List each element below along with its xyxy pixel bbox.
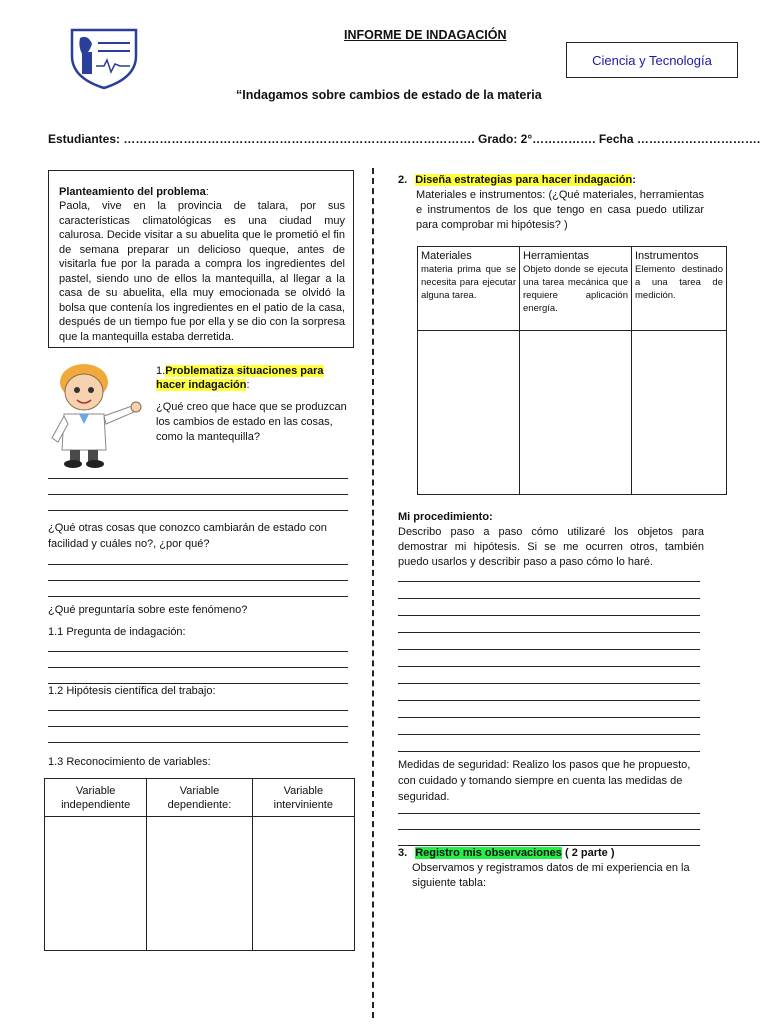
document-title: INFORME DE INDAGACIÓN — [344, 28, 507, 42]
materials-cell[interactable] — [418, 331, 520, 495]
instruments-header: Instrumentos — [635, 250, 699, 262]
variables-cell[interactable] — [252, 817, 354, 951]
table-row — [418, 247, 727, 331]
problem-text: Paola, vive en la provincia de talara, por sus características climatológicas es una ciudad muy calurosa. Decide visitar a su abuelita que le prometió el fin de semana preparar un delicioso queque, antes de visitarla fue por la parada a compra los ingredientes del pastel, siendo uno de ellos la mantequilla, al llegar a la casa de su abuelita, ella muy emocionada se olvidó la bolsa que contenía los ingredientes en el patio de la casa, después de un tiempo fue por ella y se dio con la sorpresa que la mantequilla estaba derretida. — [59, 200, 345, 343]
procedure-heading: Mi procedimiento: — [398, 511, 493, 523]
table-row — [418, 331, 727, 495]
instruments-cell[interactable] — [632, 331, 727, 495]
variables-header-dependent: Variable dependiente: — [147, 779, 252, 817]
answer-line — [398, 829, 700, 830]
section1-question: ¿Qué creo que hace que se produzcan los cambios de estado en las cosas, como la mantequilla? — [156, 401, 347, 443]
answer-line — [398, 700, 700, 701]
answer-line — [398, 751, 700, 752]
answer-line — [48, 478, 348, 479]
materials-description: materia prima que se necesita para ejecutar alguna tarea. — [421, 264, 516, 301]
student-grade-date-line: Estudiantes: ……………………………………………………………………………. Grado: 2°……………. Fecha …………………………. — [48, 132, 761, 146]
answer-line — [398, 649, 700, 650]
procedure-text: Describo paso a paso cómo utilizaré los objetos para demostrar mi hipótesis. Si se me ocurren otros, también puedo usarlos y describir paso a paso cómo lo haré. — [398, 526, 704, 568]
answer-line — [398, 632, 700, 633]
answer-line — [48, 494, 348, 495]
materials-table — [417, 246, 727, 495]
section3-title: Registro mis observaciones — [415, 847, 562, 859]
tools-description: Objeto donde se ejecuta una tarea mecánica que requiere aplicación energía. — [523, 264, 628, 314]
section3-heading: 3. Registro mis observaciones ( 2 parte ) — [398, 847, 615, 859]
answer-line — [48, 651, 348, 652]
answer-line — [398, 734, 700, 735]
tools-cell[interactable] — [520, 331, 632, 495]
subject-box — [566, 42, 738, 78]
variables-label: 1.3 Reconocimiento de variables: — [48, 756, 211, 768]
answer-line — [48, 742, 348, 743]
school-logo — [68, 26, 140, 90]
answer-line — [48, 726, 348, 727]
table-row — [45, 779, 355, 817]
section3-text: Observamos y registramos datos de mi experiencia en la siguiente tabla: — [412, 862, 690, 889]
answer-line — [398, 717, 700, 718]
answer-line — [398, 683, 700, 684]
answer-line — [48, 580, 348, 581]
question-2: ¿Qué otras cosas que conozco cambiarán de estado con facilidad y cuáles no?, ¿por qué? — [48, 522, 327, 550]
variables-cell[interactable] — [147, 817, 252, 951]
variables-cell[interactable] — [45, 817, 147, 951]
answer-line — [48, 667, 348, 668]
tools-header: Herramientas — [523, 250, 590, 262]
section2-heading: 2. Diseña estrategias para hacer indagación: — [398, 174, 636, 186]
safety-text: Medidas de seguridad: Realizo los pasos que he propuesto, con cuidado y tomando siempre en cuenta las medidas de seguridad. — [398, 759, 691, 803]
table-row — [45, 817, 355, 951]
section2-title: Diseña estrategias para hacer indagación — [415, 174, 633, 186]
subject-label: Ciencia y Tecnología — [592, 52, 712, 68]
variables-table — [44, 778, 355, 951]
answer-line — [48, 564, 348, 565]
variables-header-intervening: Variable interviniente — [252, 779, 354, 817]
answer-line — [398, 581, 700, 582]
answer-line — [398, 666, 700, 667]
answer-line — [48, 510, 348, 511]
variables-header-independent: Variable independiente — [45, 779, 147, 817]
answer-line — [48, 710, 348, 711]
section1-heading: 1.Problematiza situaciones para hacer indagación: — [156, 365, 324, 391]
answer-line — [48, 596, 348, 597]
answer-line — [398, 598, 700, 599]
instruments-description: Elemento destinado a una tarea de medición. — [635, 264, 723, 301]
section1-title: Problematiza situaciones para hacer indagación — [156, 365, 324, 391]
problem-heading: Planteamiento del problema — [59, 186, 206, 198]
question-3: ¿Qué preguntaría sobre este fenómeno? — [48, 604, 248, 616]
hypothesis-label: 1.2 Hipótesis científica del trabajo: — [48, 685, 216, 697]
activity-subtitle: “Indagamos sobre cambios de estado de la materia — [236, 88, 542, 102]
problem-statement-box: Planteamiento del problema: Paola, vive en la provincia de talara, por sus características climatológicas es una ciudad muy calurosa. Decide visitar a su abuelita que le prometió el fin de semana preparar un delicioso queque, antes de visitarla fue por la parada a compra los ingredientes del pastel, siendo uno de ellos la mantequilla, al llegar a la casa de su abuelita, ella muy emocionada se olvidó la bolsa que contenía los ingredientes en el patio de la casa, después de un tiempo fue por ella y se dio con la sorpresa que la mantequilla estaba derretida. — [48, 170, 354, 348]
materials-header: Materiales — [421, 250, 472, 262]
column-divider — [372, 168, 374, 1018]
answer-line — [398, 813, 700, 814]
materials-intro: Materiales e instrumentos: (¿Qué materiales, herramientas e instrumentos de los que tengo en casa puedo utilizar para comprobar mi hipótesis? ) — [416, 189, 704, 231]
scientist-illustration — [44, 362, 146, 468]
inquiry-question-label: 1.1 Pregunta de indagación: — [48, 626, 186, 638]
answer-line — [398, 615, 700, 616]
